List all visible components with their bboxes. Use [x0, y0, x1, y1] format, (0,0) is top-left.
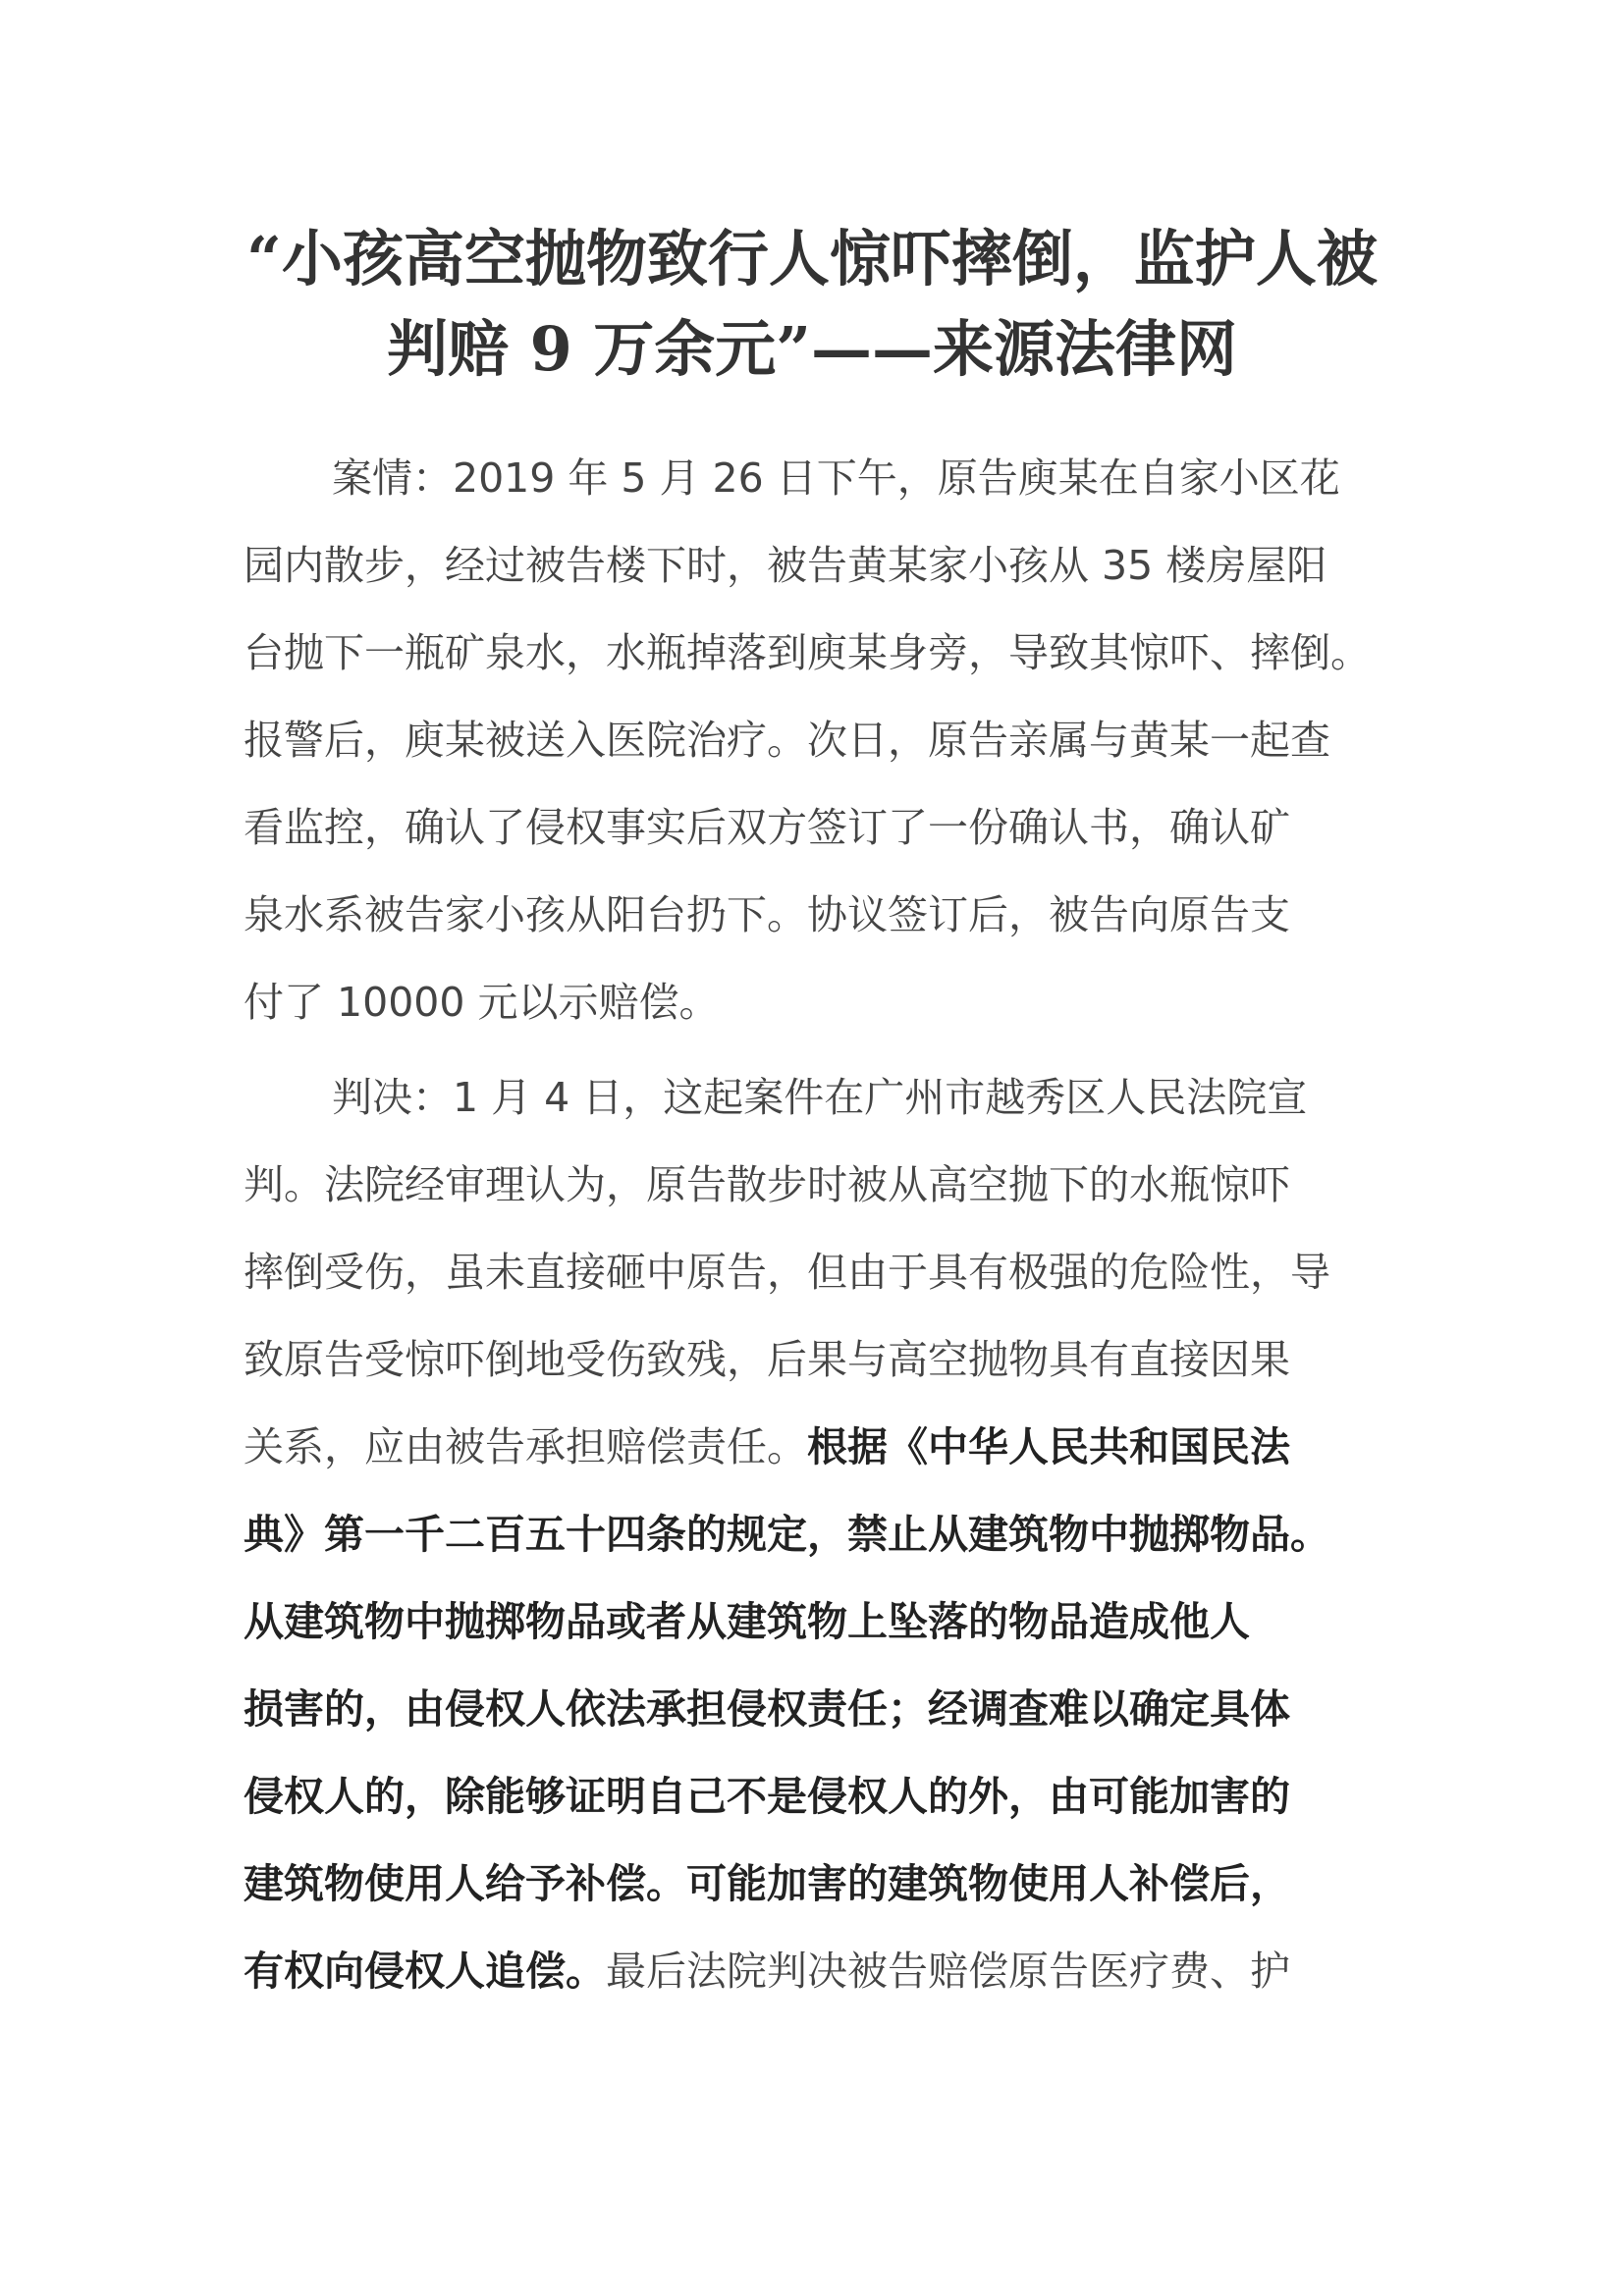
case-paragraph	[244, 435, 1402, 1046]
judgment-line	[244, 1928, 1402, 2015]
law-citation-text: 根据《中华人民共和国民法	[807, 1423, 1290, 1470]
judgment-paragraph	[244, 1054, 1402, 2015]
law-citation-text: 损害的，由侵权人依法承担侵权责任；经调查难以确定具体	[244, 1685, 1290, 1733]
case-line: 园内散步，经过被告楼下时，被告黄某家小孩从 35 楼房屋阳	[244, 542, 1327, 589]
case-line: 台抛下一瓶矿泉水，水瓶掉落到庾某身旁，导致其惊吓、摔倒。	[244, 629, 1371, 676]
case-line: 付了 10000 元以示赔偿。	[244, 979, 720, 1026]
law-citation-text: 有权向侵权人追偿。	[244, 1948, 606, 1995]
judgment-line	[244, 1666, 1402, 1753]
title-line-2: 判赔 9 万余元”——来源法律网	[387, 313, 1237, 385]
case-line: 泉水系被告家小孩从阳台扔下。协议签订后，被告向原告支	[244, 891, 1290, 938]
law-citation-text: 侵权人的，除能够证明自己不是侵权人的外，由可能加害的	[244, 1773, 1290, 1820]
law-citation-text: 建筑物使用人给予补偿。可能加害的建筑物使用人补偿后，	[244, 1860, 1290, 1907]
judgment-text: 关系，应由被告承担赔偿责任。	[244, 1423, 807, 1470]
judgment-line	[244, 1753, 1402, 1841]
case-line: 报警后，庾某被送入医院治疗。次日，原告亲属与黄某一起查	[244, 717, 1330, 764]
law-citation-text: 典》第一千二百五十四条的规定，禁止从建筑物中抛掷物品。	[244, 1511, 1330, 1558]
judgment-text: 最后法院判决被告赔偿原告医疗费、护	[606, 1948, 1290, 1995]
judgment-line	[244, 1841, 1402, 1928]
judgment-line: 判。法院经审理认为，原告散步时被从高空抛下的水瓶惊吓	[244, 1161, 1290, 1208]
case-line: 案情：2019 年 5 月 26 日下午，原告庾某在自家小区花	[332, 454, 1340, 502]
judgment-line: 摔倒受伤，虽未直接砸中原告，但由于具有极强的危险性，导	[244, 1249, 1330, 1296]
judgment-line	[244, 1491, 1402, 1578]
case-line: 看监控，确认了侵权事实后双方签订了一份确认书，确认矿	[244, 804, 1290, 851]
judgment-line	[244, 1578, 1402, 1666]
document-title	[244, 214, 1380, 395]
judgment-line	[244, 1404, 1402, 1491]
judgment-line: 判决：1 月 4 日，这起案件在广州市越秀区人民法院宣	[332, 1074, 1308, 1121]
law-citation-text: 从建筑物中抛掷物品或者从建筑物上坠落的物品造成他人	[244, 1598, 1250, 1645]
judgment-line: 致原告受惊吓倒地受伤致残，后果与高空抛物具有直接因果	[244, 1336, 1290, 1383]
title-line-1: “小孩高空抛物致行人惊吓摔倒，监护人被	[246, 223, 1378, 294]
